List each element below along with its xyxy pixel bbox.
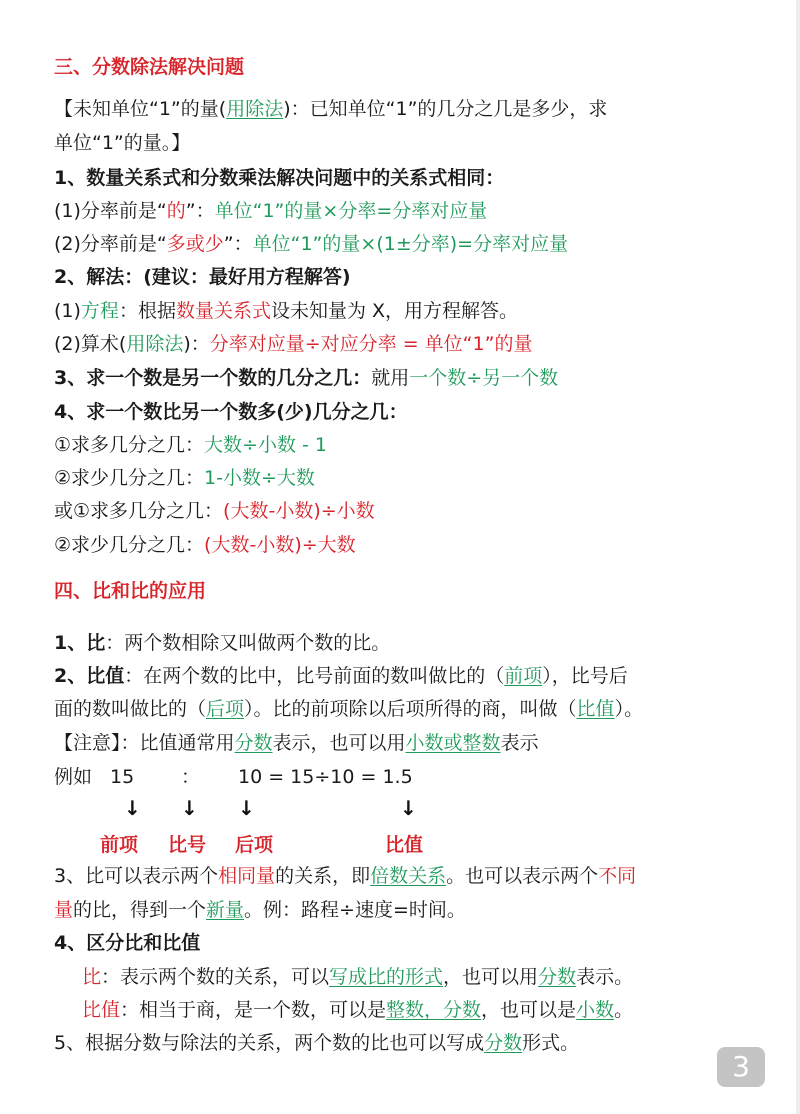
item-2-title: 2、解法：(建议：最好用方程解答) bbox=[54, 266, 351, 288]
text: 的关系，即 bbox=[275, 865, 371, 887]
text: 【注意】：比值通常用 bbox=[54, 732, 235, 754]
text: ，也可以用 bbox=[443, 966, 539, 988]
highlight-green: 用除法 bbox=[126, 333, 184, 355]
highlight-red: 多或少 bbox=[166, 233, 224, 255]
s4-item-3-line-1 bbox=[54, 864, 636, 888]
text: 就用 bbox=[371, 367, 410, 389]
arrow-down-icon: ↓ bbox=[238, 796, 255, 820]
answer-green: 分数 bbox=[234, 732, 273, 754]
text: ：在两个数的比中，比号前面的数叫做比的（ bbox=[124, 665, 505, 687]
s4-item-1 bbox=[54, 631, 390, 655]
s4-item-3-line-2 bbox=[54, 898, 466, 922]
text: 。也可以表示两个 bbox=[446, 865, 599, 887]
text: 。 bbox=[614, 999, 634, 1021]
item-4-line-4 bbox=[54, 533, 356, 557]
s4-item-2-line-1 bbox=[54, 664, 628, 688]
text: )： bbox=[183, 333, 210, 355]
item-4-line-1 bbox=[54, 433, 327, 457]
text: (1)分率前是“ bbox=[54, 200, 167, 222]
page-number-badge: 3 bbox=[717, 1047, 765, 1087]
item-4-line-2 bbox=[54, 466, 315, 490]
text: ，也可以是 bbox=[481, 999, 577, 1021]
answer-green: 分数 bbox=[538, 966, 577, 988]
text: (2)算术( bbox=[54, 333, 127, 355]
formula-red: 分率对应量÷对应分率 = 单位“1”的量 bbox=[209, 333, 533, 355]
text: 表示。 bbox=[576, 966, 634, 988]
item-3 bbox=[54, 366, 558, 390]
item-1-title: 1、数量关系式和分数乘法解决问题中的关系式相同： bbox=[54, 167, 505, 189]
s4-note bbox=[54, 731, 539, 755]
answer-green: 小数或整数 bbox=[405, 732, 501, 754]
example-colon: ： bbox=[181, 766, 201, 788]
label-back-term: 后项 bbox=[235, 834, 274, 856]
formula-green: 大数÷小数 - 1 bbox=[204, 434, 327, 456]
intro-line-2: 单位“1”的量。】 bbox=[54, 132, 191, 154]
answer-green: 新量 bbox=[206, 899, 245, 921]
text: 表示，也可以用 bbox=[272, 732, 406, 754]
intro-line-1 bbox=[54, 97, 607, 121]
text: 。例：路程÷速度=时间。 bbox=[244, 899, 466, 921]
term: 1、比 bbox=[54, 632, 106, 654]
text: ”： bbox=[223, 233, 253, 255]
text: 或①求多几分之几： bbox=[54, 500, 224, 522]
text: ）。比的前项除以后项所得的商，叫做（ bbox=[244, 698, 577, 720]
page-edge bbox=[796, 0, 800, 1114]
text: ：相当于商，是一个数，可以是 bbox=[120, 999, 387, 1021]
item-1-sub-2 bbox=[54, 232, 568, 256]
text: ：根据 bbox=[118, 300, 176, 322]
formula-green: 一个数÷另一个数 bbox=[409, 367, 559, 389]
answer-green: 写成比的形式 bbox=[329, 966, 444, 988]
s4-item-4-title: 4、区分比和比值 bbox=[54, 932, 201, 954]
item-4-line-3 bbox=[54, 499, 375, 523]
highlight-red: 数量关系式 bbox=[175, 300, 271, 322]
highlight-green: 方程 bbox=[80, 300, 119, 322]
answer-green: 比值 bbox=[576, 698, 615, 720]
item-2-sub-1 bbox=[54, 299, 518, 323]
section-4-title: 四、比和比的应用 bbox=[54, 580, 207, 602]
arrow-down-icon: ↓ bbox=[124, 796, 141, 820]
text: 的比，得到一个 bbox=[73, 899, 207, 921]
text: ），比号后 bbox=[542, 665, 628, 687]
formula-green: 单位“1”的量×分率=分率对应量 bbox=[214, 200, 488, 222]
text: ”： bbox=[185, 200, 215, 222]
item-4-title: 4、求一个数比另一个数多(少)几分之几： bbox=[54, 401, 408, 423]
section-3-title: 三、分数除法解决问题 bbox=[54, 56, 245, 78]
text: (2)分率前是“ bbox=[54, 233, 167, 255]
label-front-term: 前项 bbox=[100, 834, 139, 856]
term-red: 比值 bbox=[82, 999, 121, 1021]
example-rest: 10 = 15÷10 = 1.5 bbox=[238, 766, 413, 788]
example-line bbox=[54, 765, 413, 789]
text: ①求多几分之几： bbox=[54, 434, 205, 456]
arrow-down-icon: ↓ bbox=[181, 796, 198, 820]
text: ②求少几分之几： bbox=[54, 467, 205, 489]
text: 例如 bbox=[54, 766, 93, 788]
text: ②求少几分之几： bbox=[54, 534, 205, 556]
highlight-red: 相同量 bbox=[218, 865, 276, 887]
highlight-red: 量 bbox=[54, 899, 74, 921]
text: 形式。 bbox=[522, 1032, 580, 1054]
text: ）。 bbox=[614, 698, 644, 720]
text: 【未知单位“1”的量( bbox=[54, 98, 227, 120]
label-ratio-value: 比值 bbox=[385, 834, 424, 856]
formula-red: (大数-小数)÷大数 bbox=[204, 534, 356, 556]
item-2-sub-2 bbox=[54, 332, 532, 356]
formula-green: 单位“1”的量×(1±分率)=分率对应量 bbox=[252, 233, 569, 255]
item-1-sub-1 bbox=[54, 199, 487, 223]
highlight-green: 用除法 bbox=[226, 98, 284, 120]
text: )：已知单位“1”的几分之几是多少，求 bbox=[283, 98, 608, 120]
text: ：表示两个数的关系，可以 bbox=[101, 966, 330, 988]
formula-green: 1-小数÷大数 bbox=[204, 467, 315, 489]
answer-green: 前项 bbox=[504, 665, 543, 687]
answer-green: 小数 bbox=[576, 999, 615, 1021]
text: (1) bbox=[54, 300, 81, 322]
answer-green: 分数 bbox=[484, 1032, 523, 1054]
text: 3、比可以表示两个 bbox=[54, 865, 219, 887]
text: ：两个数相除又叫做两个数的比。 bbox=[105, 632, 391, 654]
answer-green: 倍数关系 bbox=[370, 865, 447, 887]
example-front: 15 bbox=[110, 766, 135, 788]
answer-green: 后项 bbox=[206, 698, 245, 720]
s4-item-4-line-2 bbox=[82, 998, 633, 1022]
answer-green: 整数，分数 bbox=[386, 999, 482, 1021]
s4-item-5 bbox=[54, 1031, 579, 1055]
formula-red: (大数-小数)÷小数 bbox=[223, 500, 375, 522]
arrow-down-icon: ↓ bbox=[400, 796, 417, 820]
text: 表示 bbox=[500, 732, 539, 754]
s4-item-2-line-2 bbox=[54, 697, 643, 721]
text: 面的数叫做比的（ bbox=[54, 698, 207, 720]
item-3-title: 3、求一个数是另一个数的几分之几： bbox=[54, 367, 372, 389]
highlight-red: 的 bbox=[166, 200, 186, 222]
term-red: 比 bbox=[82, 966, 102, 988]
text: 5、根据分数与除法的关系，两个数的比也可以写成 bbox=[54, 1032, 485, 1054]
term: 2、比值 bbox=[54, 665, 125, 687]
text: 设未知量为 X，用方程解答。 bbox=[270, 300, 519, 322]
highlight-red: 不同 bbox=[598, 865, 637, 887]
label-ratio-sign: 比号 bbox=[168, 834, 207, 856]
s4-item-4-line-1 bbox=[82, 965, 633, 989]
